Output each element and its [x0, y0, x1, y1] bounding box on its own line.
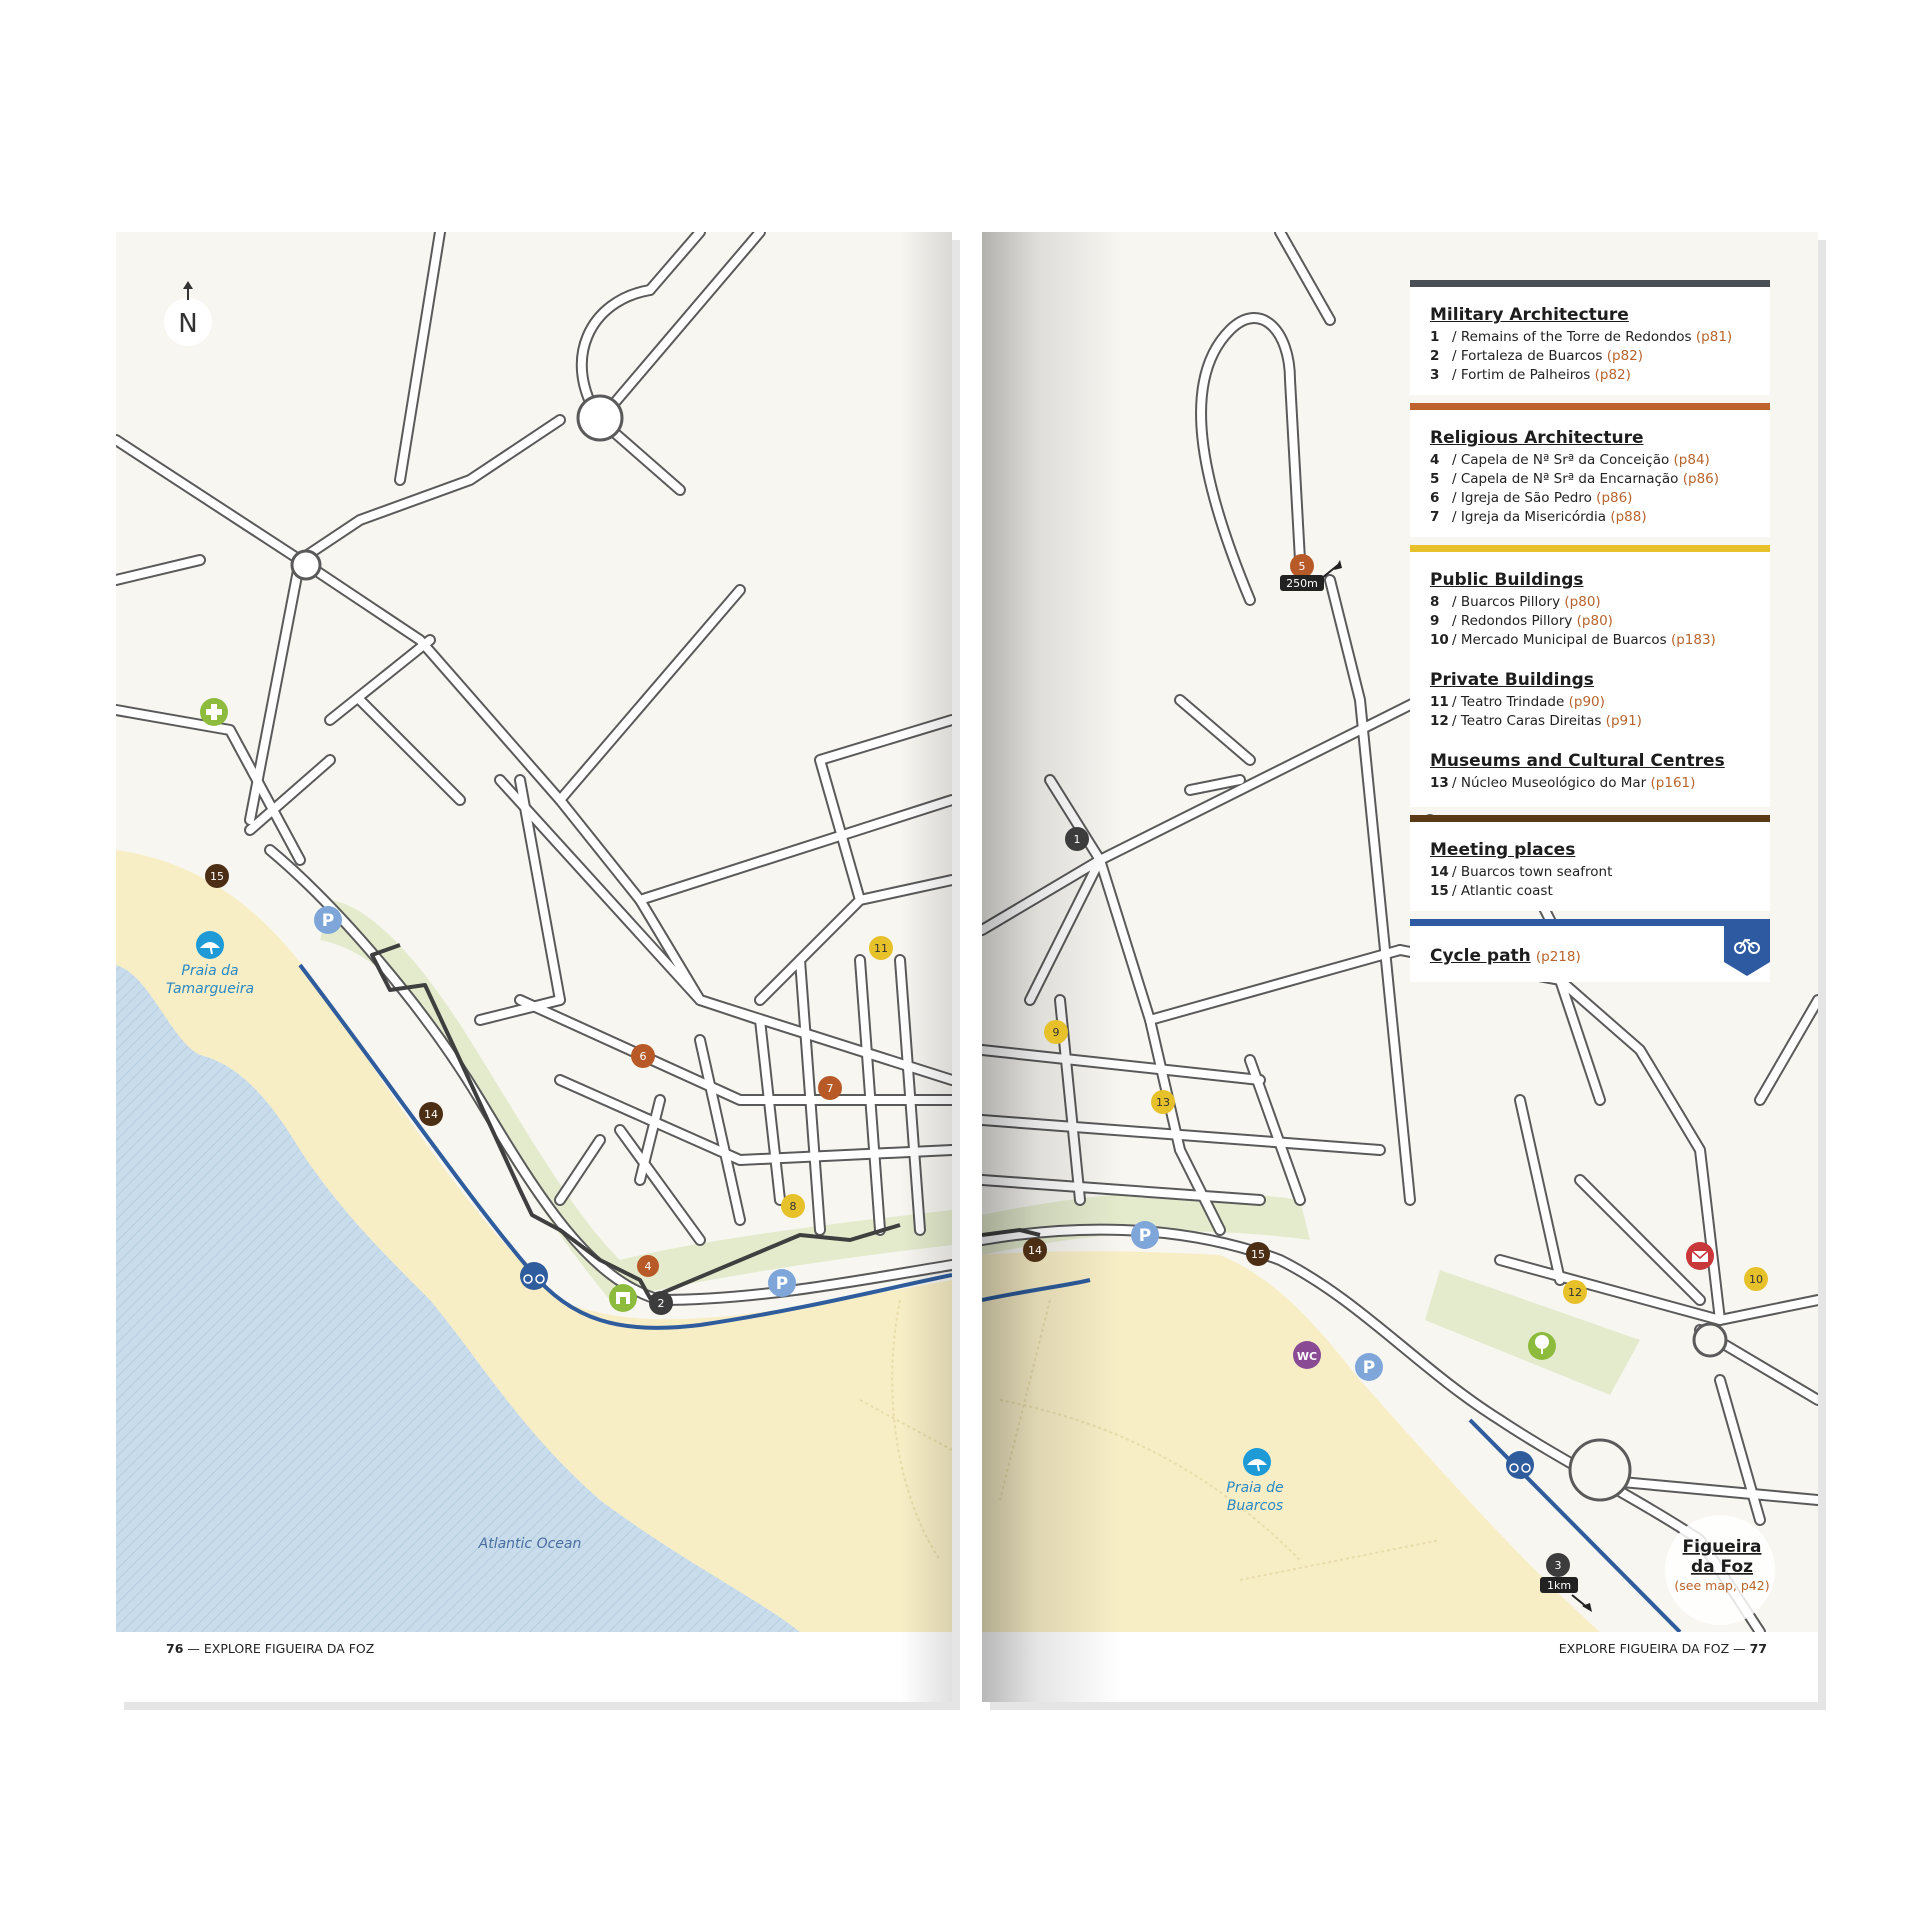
beach-label: Tamargueira [165, 981, 255, 997]
legend-title: Meeting places [1430, 840, 1576, 860]
parking-icon [314, 906, 342, 934]
legend-section-cycle [1410, 926, 1770, 982]
cycle-badge-icon [1724, 926, 1770, 976]
legend-section-meeting [1410, 822, 1770, 911]
poi-marker-6[interactable] [631, 1044, 655, 1068]
parking-icon [1131, 1221, 1159, 1249]
svg-text:2: 2 [657, 1297, 665, 1310]
svg-text:1km: 1km [1546, 1579, 1572, 1592]
svg-text:3: 3 [1554, 1559, 1562, 1572]
beach-icon [1243, 1448, 1271, 1476]
legend-item[interactable]: 10 / Mercado Municipal de Buarcos (p183) [1430, 632, 1716, 648]
legend-item[interactable]: 3 / Fortim de Palheiros (p82) [1430, 367, 1631, 383]
running-title: — EXPLORE FIGUEIRA DA FOZ [183, 1641, 375, 1656]
svg-text:5: 5 [1298, 560, 1306, 573]
legend-item[interactable]: 14 / Buarcos town seafront [1430, 864, 1613, 880]
legend-item[interactable]: 12 / Teatro Caras Direitas (p91) [1430, 713, 1642, 729]
pharmacy-icon [200, 698, 228, 726]
legend-bar-religious [1410, 403, 1770, 410]
legend-bar-military [1410, 280, 1770, 287]
beach-label: Praia da [181, 963, 239, 979]
poi-marker-13[interactable] [1151, 1090, 1175, 1114]
legend-item[interactable]: 11 / Teatro Trindade (p90) [1430, 694, 1605, 710]
legend-title: Military Architecture [1430, 305, 1629, 325]
poi-marker-9[interactable] [1044, 1020, 1068, 1044]
poi-marker-3[interactable] [1546, 1553, 1570, 1577]
compass-letter: N [178, 309, 198, 339]
legend-item[interactable]: 1 / Remains of the Torre de Redondos (p81) [1430, 329, 1733, 345]
poi-marker-2[interactable] [649, 1291, 673, 1315]
legend-section-religious [1410, 410, 1770, 537]
poi-marker-10[interactable] [1744, 1267, 1768, 1291]
gutter-shade [982, 232, 1122, 1702]
cycle-icon [1506, 1451, 1534, 1479]
svg-text:9: 9 [1052, 1026, 1060, 1039]
beach-label: Buarcos [1226, 1498, 1284, 1514]
svg-text:250m: 250m [1286, 577, 1318, 590]
svg-text:15: 15 [1251, 1248, 1265, 1261]
svg-text:P: P [1362, 1358, 1376, 1378]
parking-icon [768, 1269, 796, 1297]
legend-section-public [1410, 552, 1770, 807]
legend-bar-cycle [1410, 919, 1770, 926]
legend-title: Religious Architecture [1430, 428, 1644, 448]
legend-item[interactable]: 7 / Igreja da Misericórdia (p88) [1430, 509, 1647, 525]
svg-text:6: 6 [639, 1050, 647, 1063]
map-legend [1410, 280, 1770, 990]
svg-text:da Foz: da Foz [1690, 1557, 1754, 1577]
svg-text:7: 7 [826, 1082, 834, 1095]
footer-right [1559, 1641, 1767, 1656]
roundabout [1694, 1324, 1726, 1356]
beach-icon [196, 931, 224, 959]
legend-item[interactable]: 13 / Núcleo Museológico do Mar (p161) [1430, 775, 1696, 791]
wc-icon [1293, 1341, 1321, 1369]
beach-label: Praia de [1226, 1480, 1284, 1496]
legend-section-military [1410, 287, 1770, 395]
roundabout [292, 551, 320, 579]
legend-item[interactable]: 8 / Buarcos Pillory (p80) [1430, 594, 1601, 610]
page-number: 76 [166, 1641, 184, 1656]
ocean-label: Atlantic Ocean [478, 1536, 582, 1552]
svg-text:12: 12 [1568, 1286, 1582, 1299]
svg-text:10: 10 [1749, 1273, 1763, 1286]
legend-item[interactable]: 2 / Fortaleza de Buarcos (p82) [1430, 348, 1644, 364]
svg-text:13: 13 [1156, 1096, 1170, 1109]
svg-text:P: P [321, 911, 335, 931]
roundabout [578, 396, 622, 440]
svg-text:11: 11 [874, 942, 888, 955]
legend-item[interactable]: 4 / Capela de Nª Srª da Conceição (p84) [1430, 452, 1710, 468]
poi-marker-14[interactable] [419, 1102, 443, 1126]
poi-marker-15[interactable] [1246, 1242, 1270, 1266]
svg-text:8: 8 [789, 1200, 797, 1213]
legend-page-ref: (p218) [1535, 949, 1581, 965]
svg-text:(see map, p42): (see map, p42) [1674, 1578, 1770, 1593]
svg-text:Figueira: Figueira [1682, 1537, 1762, 1557]
page-number: 77 [1749, 1641, 1767, 1656]
legend-title: Public Buildings [1430, 570, 1584, 590]
poi-marker-15[interactable] [205, 864, 229, 888]
svg-text:WC: WC [1296, 1350, 1318, 1363]
poi-marker-14[interactable] [1023, 1238, 1047, 1262]
roundabout [1570, 1440, 1630, 1500]
poi-marker-5[interactable] [1290, 554, 1314, 578]
footer-left [166, 1641, 374, 1656]
legend-item[interactable]: 15 / Atlantic coast [1430, 883, 1553, 899]
svg-text:P: P [775, 1274, 789, 1294]
legend-bar-public [1410, 545, 1770, 552]
svg-text:1: 1 [1073, 833, 1081, 846]
legend-title[interactable]: Cycle path [1430, 946, 1531, 966]
legend-title: Museums and Cultural Centres [1430, 751, 1725, 771]
tree-icon [1528, 1332, 1556, 1360]
legend-item[interactable]: 5 / Capela de Nª Srª da Encarnação (p86) [1430, 471, 1720, 487]
legend-item[interactable]: 9 / Redondos Pillory (p80) [1430, 613, 1613, 629]
poi-marker-11[interactable] [869, 936, 893, 960]
svg-text:14: 14 [424, 1108, 438, 1121]
poi-marker-4[interactable] [637, 1255, 659, 1277]
poi-marker-8[interactable] [781, 1194, 805, 1218]
svg-text:14: 14 [1028, 1244, 1042, 1257]
legend-bar-meeting [1410, 815, 1770, 822]
legend-item[interactable]: 6 / Igreja de São Pedro (p86) [1430, 490, 1633, 506]
post-office-icon [1686, 1242, 1714, 1270]
figueira-label[interactable] [1665, 1515, 1775, 1625]
gutter-shade [900, 232, 952, 1702]
left-map [116, 232, 952, 1632]
legend-title: Private Buildings [1430, 670, 1594, 690]
svg-text:4: 4 [644, 1260, 652, 1273]
poi-marker-12[interactable] [1563, 1280, 1587, 1304]
fortress-icon [609, 1284, 637, 1312]
svg-text:P: P [1138, 1226, 1152, 1246]
svg-text:15: 15 [210, 870, 224, 883]
cycle-icon [520, 1262, 548, 1290]
parking-icon [1355, 1353, 1383, 1381]
poi-marker-1[interactable] [1065, 827, 1089, 851]
poi-marker-7[interactable] [818, 1076, 842, 1100]
running-title: EXPLORE FIGUEIRA DA FOZ — [1558, 1641, 1750, 1656]
